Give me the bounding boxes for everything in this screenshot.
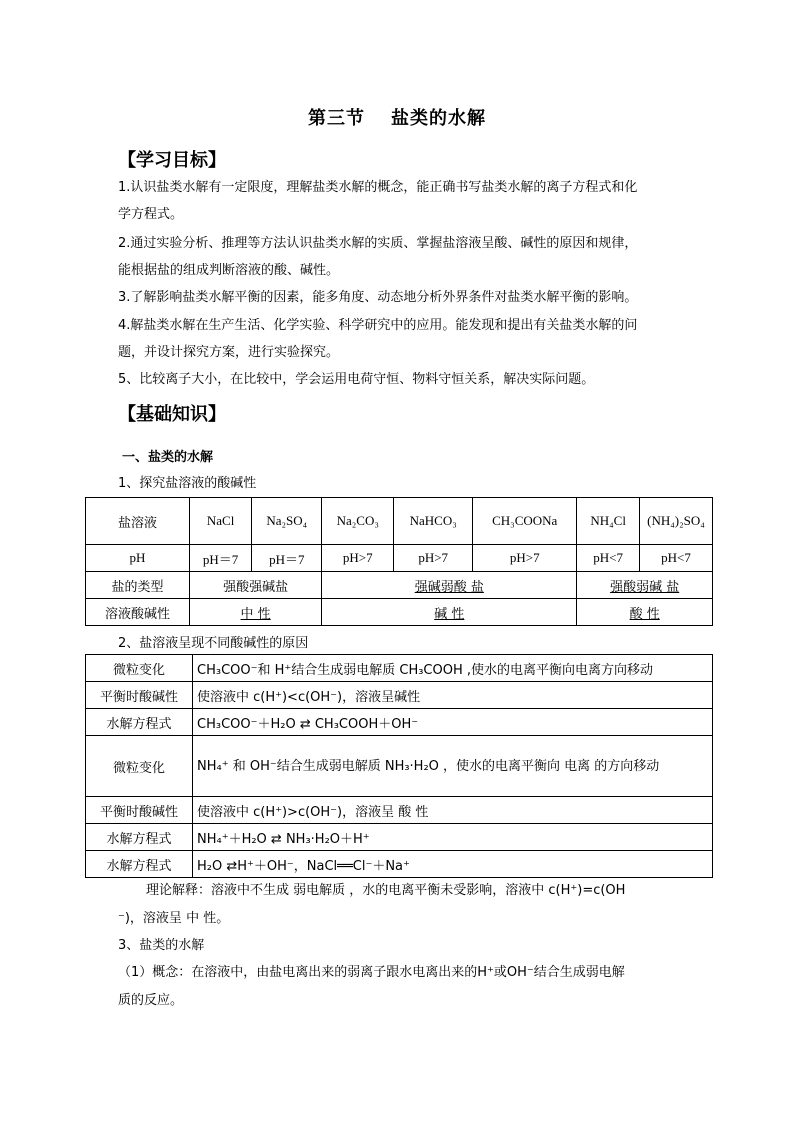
theory-line: ⁻)，溶液呈 中 性。 xyxy=(118,911,230,926)
concept-line: （1）概念：在溶液中，由盐电离出来的弱离子跟水电离出来的H⁺或OH⁻结合生成弱电解 xyxy=(118,965,625,980)
table-cell: 使溶液中 c(H⁺)>c(OH⁻)，溶液呈 酸 性 xyxy=(193,797,713,824)
table-cell: pH xyxy=(86,545,190,572)
table-cell: CH₃COO⁻和 H⁺结合生成弱电解质 CH₃COOH ,使水的电离平衡向电离方向移动 xyxy=(193,655,713,682)
table-label: 平衡时酸碱性 xyxy=(86,682,193,709)
table-cell: pH>7 xyxy=(322,545,394,572)
goal-line: 题，并设计探究方案，进行实验探究。 xyxy=(118,345,340,360)
goal-line: 学方程式。 xyxy=(118,207,184,222)
table-cell: NH₄⁺＋H₂O ⇄ NH₃·H₂O＋H⁺ xyxy=(193,824,713,851)
goal-line: 1.认识盐类水解有一定限度，理解盐类水解的概念，能正确书写盐类水解的离子方程式和化 xyxy=(118,180,638,195)
table-label: 微粒变化 xyxy=(86,655,193,682)
title-part1: 第三节 xyxy=(308,108,365,129)
table-cell: pH<7 xyxy=(577,545,640,572)
table-cell: (NH₄)₂SO₄ xyxy=(640,498,713,545)
goals-heading: 【学习目标】 xyxy=(118,150,226,171)
goal-line: 4.解盐类水解在生产生活、化学实验、科学研究中的应用。能发现和提出有关盐类水解的问 xyxy=(118,318,638,333)
table-cell: NaHCO₃ xyxy=(394,498,473,545)
table-cell: CH₃COO⁻＋H₂O ⇄ CH₃COOH＋OH⁻ xyxy=(193,709,713,736)
basics-heading: 【基础知识】 xyxy=(118,404,226,425)
table-cell: pH＝7 xyxy=(189,545,251,572)
goal-line: 能根据盐的组成判断溶液的酸、碱性。 xyxy=(118,263,340,278)
table-cell: H₂O ⇄H⁺＋OH⁻，NaCl══Cl⁻＋Na⁺ xyxy=(193,851,713,878)
section-heading: 一、盐类的水解 xyxy=(122,450,214,465)
subsection-heading: 2、盐溶液呈现不同酸碱性的原因 xyxy=(118,636,309,651)
goal-line: 5、比较离子大小，在比较中，学会运用电荷守恒、物料守恒关系，解决实际问题。 xyxy=(118,372,595,387)
table-cell: 中 性 xyxy=(189,599,321,626)
table-cell: NH₄Cl xyxy=(577,498,640,545)
table-cell: 酸 性 xyxy=(577,599,713,626)
table-cell: 强酸强碱盐 xyxy=(189,572,321,599)
theory-line: 理论解释：溶液中不生成 弱电解质 ，水的电离平衡未受影响，溶液中 c(H⁺)=c(OH xyxy=(146,883,626,898)
salt-ph-table xyxy=(85,497,713,626)
table-cell: pH>7 xyxy=(473,545,577,572)
table-cell: 强酸弱碱 盐 xyxy=(577,572,713,599)
table-cell: 使溶液中 c(H⁺)<c(OH⁻)，溶液呈碱性 xyxy=(193,682,713,709)
table-cell: pH<7 xyxy=(640,545,713,572)
table-cell: NaCl xyxy=(189,498,251,545)
cause-table xyxy=(85,654,713,878)
table-cell: CH₃COONa xyxy=(473,498,577,545)
title-part2: 盐类的水解 xyxy=(391,108,486,129)
table-cell: pH>7 xyxy=(394,545,473,572)
table-label: 平衡时酸碱性 xyxy=(86,797,193,824)
table-cell: 强碱弱酸 盐 xyxy=(322,572,577,599)
table-label: 微粒变化 xyxy=(86,736,193,797)
concept-line: 质的反应。 xyxy=(118,993,184,1008)
goal-line: 3.了解影响盐类水解平衡的因素，能多角度、动态地分析外界条件对盐类水解平衡的影响。 xyxy=(118,290,638,305)
table-label: 水解方程式 xyxy=(86,709,193,736)
table-cell: pH＝7 xyxy=(252,545,322,572)
subsection-heading: 3、盐类的水解 xyxy=(118,938,205,953)
table-cell: NH₄⁺ 和 OH⁻结合生成弱电解质 NH₃·H₂O ，使水的电离平衡向 电离 的方向移动 xyxy=(193,736,713,797)
page-title xyxy=(0,104,794,130)
table-label: 水解方程式 xyxy=(86,851,193,878)
subsection-heading: 1、探究盐溶液的酸碱性 xyxy=(118,476,257,491)
table-cell: 盐溶液 xyxy=(86,498,190,545)
table-cell: 碱 性 xyxy=(322,599,577,626)
table-cell: 溶液酸碱性 xyxy=(86,599,190,626)
goal-line: 2.通过实验分析、推理等方法认识盐类水解的实质、掌握盐溶液呈酸、碱性的原因和规律， xyxy=(118,236,638,251)
table-cell: Na₂CO₃ xyxy=(322,498,394,545)
table-cell: Na₂SO₄ xyxy=(252,498,322,545)
table-label: 水解方程式 xyxy=(86,824,193,851)
table-cell: 盐的类型 xyxy=(86,572,190,599)
